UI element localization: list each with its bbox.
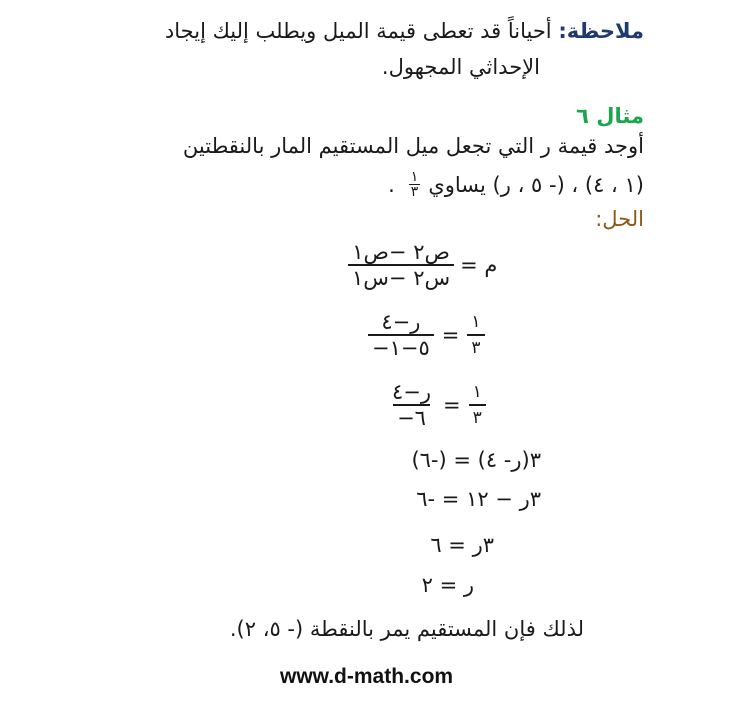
slope-formula-fraction bbox=[348, 240, 454, 290]
eq3-rhs-fraction bbox=[388, 380, 435, 430]
eq3-equals: = bbox=[443, 393, 461, 417]
eq2-equals: = bbox=[441, 323, 460, 347]
trailing-dot: . bbox=[388, 172, 395, 197]
eq2-rhs-denominator: −٥−١ bbox=[368, 334, 434, 360]
eq2-rhs-numerator: ر−٤ bbox=[381, 310, 421, 334]
note-text-2: الإحداثي المجهول. bbox=[381, 55, 540, 79]
slope-formula-lhs: م = bbox=[460, 253, 498, 277]
equation-3 bbox=[388, 380, 486, 430]
eq2-lhs-fraction bbox=[467, 310, 484, 360]
problem-line-2 bbox=[388, 170, 644, 199]
given-slope-denominator: ٣ bbox=[410, 184, 419, 200]
eq3-rhs-numerator: ر−٤ bbox=[392, 380, 432, 404]
note-line-2 bbox=[382, 52, 540, 82]
slope-formula bbox=[348, 240, 497, 290]
eq2-rhs-fraction bbox=[368, 310, 434, 360]
given-slope-fraction bbox=[409, 170, 421, 199]
note-text-1: أحياناً قد تعطى قيمة الميل ويطلب إليك إيجاد bbox=[164, 19, 552, 43]
equation-4: ٣(ر- ٤) = (-٦) bbox=[411, 448, 541, 472]
note-label: ملاحظة: bbox=[558, 19, 644, 43]
conclusion: لذلك فإن المستقيم يمر بالنقطة (- ٥، ٢). bbox=[229, 617, 584, 641]
eq3-rhs-denominator: −٦ bbox=[393, 404, 430, 430]
problem-points-text: (١ ، ٤) ، (- ٥ ، ر) يساوي bbox=[428, 172, 644, 197]
equation-2 bbox=[368, 310, 485, 360]
eq2-lhs-denominator: ٣ bbox=[467, 334, 484, 360]
equation-7: ر = ٢ bbox=[421, 573, 474, 597]
eq3-lhs-denominator: ٣ bbox=[469, 404, 486, 430]
solution-label: الحل: bbox=[595, 207, 644, 231]
equation-5: ٣ر − ١٢ = -٦ bbox=[416, 487, 541, 511]
website-watermark: www.d-math.com bbox=[280, 665, 454, 688]
given-slope-numerator: ١ bbox=[410, 169, 419, 185]
eq2-lhs-numerator: ١ bbox=[471, 312, 481, 332]
slope-formula-numerator: ص٢ −ص١ bbox=[352, 240, 450, 264]
eq3-lhs-numerator: ١ bbox=[472, 382, 482, 402]
example-title: مثال ٦ bbox=[576, 104, 644, 128]
problem-line-1: أوجد قيمة ر التي تجعل ميل المستقيم المار بالنقطتين bbox=[182, 134, 644, 158]
equation-6: ٣ر = ٦ bbox=[430, 533, 494, 557]
eq3-lhs-fraction bbox=[469, 380, 486, 430]
note-line-1 bbox=[165, 16, 644, 46]
slope-formula-denominator: س٢ −س١ bbox=[348, 264, 454, 290]
